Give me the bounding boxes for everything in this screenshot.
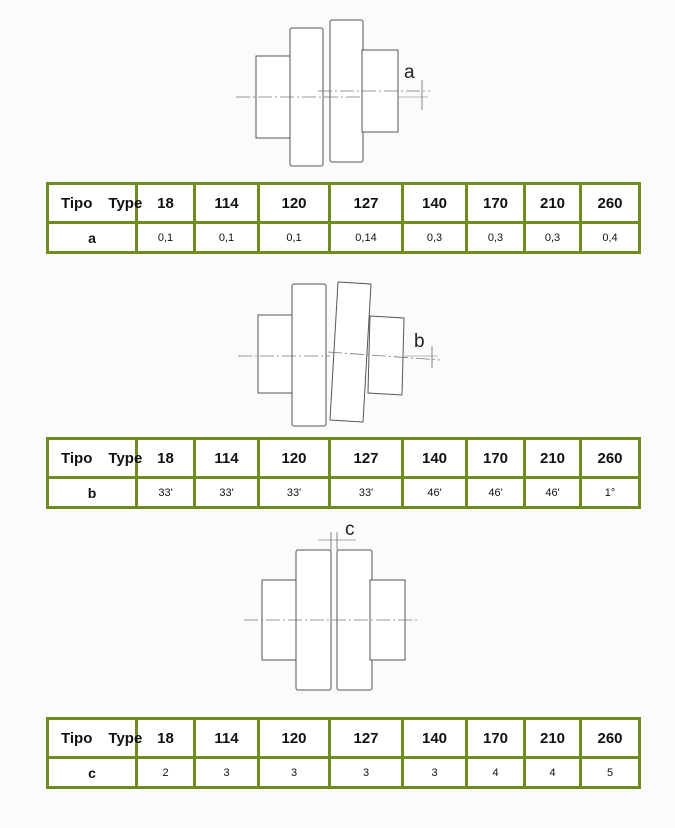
type-cell: 170 (467, 184, 525, 223)
value-cell: 3 (330, 758, 403, 788)
value-cell: 4 (467, 758, 525, 788)
value-cell: 1° (581, 478, 640, 508)
type-cell: 140 (403, 719, 467, 758)
value-cell: 2 (137, 758, 195, 788)
value-cell: 3 (403, 758, 467, 788)
coupling-drawing-angular (0, 270, 675, 435)
value-cell: 33' (195, 478, 259, 508)
type-cell: 127 (330, 184, 403, 223)
type-label-cell: Tipo Type (48, 439, 137, 478)
type-cell: 114 (195, 184, 259, 223)
dimension-c-label: c (345, 519, 355, 540)
value-cell: 46' (403, 478, 467, 508)
type-cell: 127 (330, 439, 403, 478)
type-cell: 210 (525, 439, 581, 478)
value-cell: 33' (330, 478, 403, 508)
spec-table-b (46, 437, 641, 509)
dimension-a-label: a (404, 62, 415, 83)
value-cell: 46' (525, 478, 581, 508)
type-cell: 260 (581, 184, 640, 223)
value-cell: 0,14 (330, 223, 403, 253)
type-label-cell: Tipo Type (48, 184, 137, 223)
type-cell: 18 (137, 439, 195, 478)
type-cell: 114 (195, 439, 259, 478)
type-cell: 260 (581, 439, 640, 478)
coupling-drawing-axial-gap (0, 518, 675, 698)
value-cell: 0,3 (403, 223, 467, 253)
value-cell: 33' (259, 478, 330, 508)
type-cell: 260 (581, 719, 640, 758)
param-label-cell: c (48, 758, 137, 788)
type-cell: 120 (259, 719, 330, 758)
param-label-cell: b (48, 478, 137, 508)
table-values-row (48, 223, 640, 253)
type-cell: 114 (195, 719, 259, 758)
coupling-drawing-parallel-offset (0, 0, 675, 180)
spec-table-c (46, 717, 641, 789)
type-label-cell: Tipo Type (48, 719, 137, 758)
value-cell: 3 (195, 758, 259, 788)
type-cell: 140 (403, 439, 467, 478)
value-cell: 4 (525, 758, 581, 788)
value-cell: 0,1 (137, 223, 195, 253)
table-header-row (48, 439, 640, 478)
type-cell: 120 (259, 184, 330, 223)
type-cell: 120 (259, 439, 330, 478)
value-cell: 5 (581, 758, 640, 788)
table-header-row (48, 719, 640, 758)
type-cell: 18 (137, 719, 195, 758)
type-cell: 170 (467, 719, 525, 758)
value-cell: 0,3 (525, 223, 581, 253)
table-values-row (48, 478, 640, 508)
table-values-row (48, 758, 640, 788)
dimension-b-label: b (414, 331, 425, 352)
value-cell: 3 (259, 758, 330, 788)
value-cell: 0,4 (581, 223, 640, 253)
value-cell: 0,1 (195, 223, 259, 253)
type-cell: 18 (137, 184, 195, 223)
table-header-row (48, 184, 640, 223)
value-cell: 46' (467, 478, 525, 508)
type-cell: 210 (525, 184, 581, 223)
spec-table-a (46, 182, 641, 254)
value-cell: 33' (137, 478, 195, 508)
type-cell: 140 (403, 184, 467, 223)
param-label-cell: a (48, 223, 137, 253)
type-cell: 210 (525, 719, 581, 758)
type-cell: 127 (330, 719, 403, 758)
value-cell: 0,1 (259, 223, 330, 253)
value-cell: 0,3 (467, 223, 525, 253)
type-cell: 170 (467, 439, 525, 478)
